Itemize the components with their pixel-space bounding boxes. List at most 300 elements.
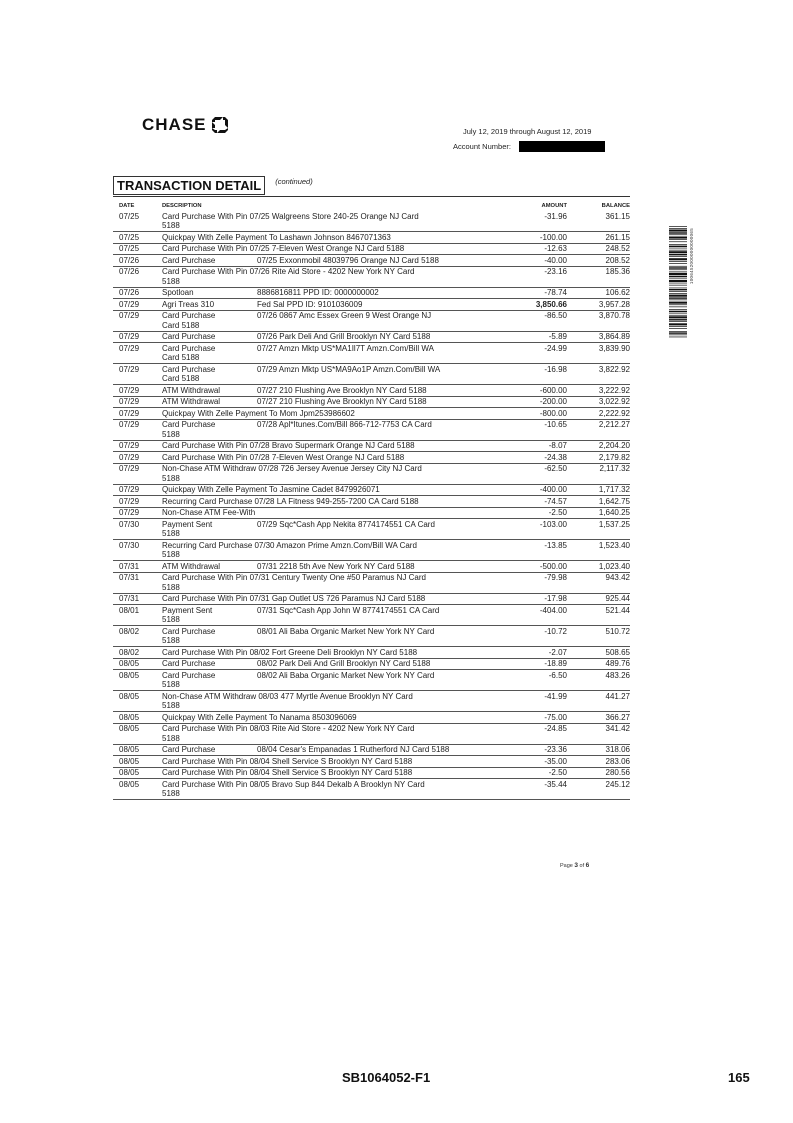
row-type: ATM Withdrawal [162,385,221,395]
row-description [162,508,496,518]
row-description [162,671,496,690]
row-amount: -16.98 [544,364,567,374]
row-description [162,420,496,439]
row-date: 07/31 [119,561,140,571]
table-row [113,267,630,288]
row-date: 07/26 [119,267,140,277]
row-balance: 3,864.89 [598,332,630,342]
row-detail: Card Purchase With Pin 07/26 Rite Aid Store - 4202 New York NY Card [162,267,415,277]
row-description [162,441,496,451]
row-balance: 1,523.40 [598,540,630,550]
row-description [162,724,496,743]
row-balance: 1,642.75 [598,496,630,506]
row-balance: 3,839.90 [598,343,630,353]
table-row [113,712,630,724]
row-amount: -600.00 [539,385,567,395]
section-title: TRANSACTION DETAIL [113,176,265,195]
row-detail: Card Purchase With Pin 08/05 Bravo Sup 844 Dekalb A Brooklyn NY Card [162,779,425,789]
barcode-bar [669,285,687,286]
barcode-bar [669,272,687,273]
table-row [113,779,630,800]
row-detail: Card Purchase With Pin 07/31 Gap Outlet US 726 Paramus NJ Card 5188 [162,594,426,604]
row-amount: -12.63 [544,244,567,254]
row-balance: 508.65 [605,647,630,657]
redacted-account-number [519,141,605,152]
row-detail: 07/25 Exxonmobil 48039796 Orange NJ Card 5188 [257,255,439,265]
row-amount: 3,850.66 [535,299,567,309]
row-amount: -13.85 [544,540,567,550]
row-amount: -2.50 [548,508,567,518]
row-description [162,745,496,755]
row-balance: 2,204.20 [598,441,630,451]
table-row [113,496,630,508]
row-amount: -75.00 [544,712,567,722]
row-date: 08/05 [119,691,140,701]
row-date: 08/02 [119,626,140,636]
table-row [113,211,630,232]
barcode-bar [669,228,687,229]
row-date: 07/29 [119,441,140,451]
row-date: 07/29 [119,364,140,374]
barcode-bar [669,335,687,336]
barcode-bar [669,267,687,268]
row-amount: -800.00 [539,408,567,418]
row-amount: -23.16 [544,267,567,277]
row-balance: 441.27 [605,691,630,701]
row-balance: 261.15 [605,232,630,242]
row-date: 07/29 [119,420,140,430]
row-balance: 1,537.25 [598,519,630,529]
table-row [113,244,630,256]
barcode-bar [669,328,687,329]
row-amount: -500.00 [539,561,567,571]
row-amount: -24.38 [544,452,567,462]
row-description [162,768,496,778]
row-balance: 361.15 [605,211,630,221]
barcode-bar [669,321,687,322]
row-type: Card Purchase [162,420,216,430]
row-amount: -8.07 [548,441,567,451]
row-detail: Non-Chase ATM Withdraw 07/28 726 Jersey Avenue Jersey City NJ Card [162,464,422,474]
header-amount: AMOUNT [541,203,567,210]
row-description [162,606,496,625]
table-row [113,745,630,757]
row-detail: Quickpay With Zelle Payment To Jasmine Cadet 8479926071 [162,485,380,495]
row-type: Card Purchase [162,659,216,669]
account-number [453,141,605,152]
row-type: Card Purchase [162,343,216,353]
header-description: DESCRIPTION [162,203,202,210]
row-description [162,300,496,310]
row-date: 08/05 [119,779,140,789]
row-date: 08/05 [119,768,140,778]
row-detail-continued: Card 5188 [162,374,200,384]
row-date: 07/29 [119,485,140,495]
barcode-bar [669,289,687,290]
table-row [113,573,630,594]
row-description [162,344,496,363]
row-balance: 106.62 [605,288,630,298]
continued-label: (continued) [275,177,313,186]
row-description [162,267,496,286]
row-amount: -31.96 [544,211,567,221]
row-detail: Card Purchase With Pin 08/04 Shell Service S Brooklyn NY Card 5188 [162,756,413,766]
row-balance: 2,212.27 [598,420,630,430]
account-label: Account Number: [453,142,511,151]
row-balance: 1,717.32 [598,485,630,495]
barcode-bar [669,295,687,297]
row-amount: -200.00 [539,397,567,407]
row-amount: -78.74 [544,288,567,298]
table-row [113,452,630,464]
row-date: 08/05 [119,756,140,766]
row-balance: 3,222.92 [598,385,630,395]
barcode-bar [669,251,687,253]
row-detail: Card Purchase With Pin 07/25 Walgreens Store 240-25 Orange NJ Card [162,211,419,221]
row-detail-continued: 5188 [162,221,180,231]
table-row [113,724,630,745]
row-detail: Card Purchase With Pin 08/02 Fort Greene Deli Brooklyn NY Card 5188 [162,647,418,657]
barcode-bar [669,315,687,316]
row-amount: -10.72 [544,626,567,636]
row-detail: Card Purchase With Pin 07/28 7-Eleven West Orange NJ Card 5188 [162,452,405,462]
row-detail: 08/02 Park Deli And Grill Brooklyn NY Card 5188 [257,659,431,669]
row-balance: 3,870.78 [598,311,630,321]
row-detail-continued: Card 5188 [162,353,200,363]
row-balance: 248.52 [605,244,630,254]
row-detail: Non-Chase ATM Fee-With [162,508,256,518]
row-balance: 1,640.25 [598,508,630,518]
row-description [162,780,496,799]
table-row [113,768,630,780]
row-type: Card Purchase [162,364,216,374]
row-detail: 07/26 0867 Amc Essex Green 9 West Orange NJ [257,311,432,321]
barcode-bar [669,241,687,242]
row-detail-continued: Card 5188 [162,320,200,330]
row-date: 07/25 [119,232,140,242]
row-balance: 2,117.32 [599,464,630,474]
row-balance: 245.12 [605,779,630,789]
row-amount: -17.98 [544,594,567,604]
row-date: 08/05 [119,659,140,669]
row-detail: 07/27 Amzn Mktp US*MA1Il7T Amzn.Com/Bill WA [257,343,434,353]
row-date: 07/30 [119,519,140,529]
row-amount: -404.00 [539,605,567,615]
table-row [113,311,630,332]
chase-logo [142,115,228,135]
row-date: 07/29 [119,452,140,462]
row-detail: 08/01 Ali Baba Organic Market New York NY Card [257,626,435,636]
row-date: 07/31 [119,594,140,604]
row-detail: 07/31 2218 5th Ave New York NY Card 5188 [257,561,415,571]
table-row [113,561,630,573]
row-date: 07/29 [119,299,140,309]
table-row [113,659,630,671]
barcode-number: 10064520000000000065 [689,228,694,285]
row-description [162,627,496,646]
barcode-bar [669,293,687,294]
table-row [113,670,630,691]
row-description [162,562,496,572]
statement-period: July 12, 2019 through August 12, 2019 [463,127,592,136]
row-amount: -5.89 [548,332,567,342]
row-date: 07/29 [119,464,140,474]
row-type: Agri Treas 310 [162,299,215,309]
row-description [162,541,496,560]
table-row [113,594,630,606]
barcode-bar [669,266,687,267]
row-amount: -6.50 [548,670,567,680]
row-date: 07/31 [119,573,140,583]
row-detail: Card Purchase With Pin 08/03 Rite Aid Store - 4202 New York NY Card [162,724,415,734]
table-row [113,255,630,267]
table-row [113,508,630,520]
row-detail-continued: 5188 [162,550,180,560]
row-balance: 283.06 [605,756,630,766]
row-detail-continued: 5188 [162,733,180,743]
row-detail: Card Purchase With Pin 07/31 Century Twenty One #50 Paramus NJ Card [162,573,426,583]
row-date: 07/29 [119,385,140,395]
table-row [113,332,630,344]
row-detail: 08/04 Cesar's Empanadas 1 Rutherford NJ Card 5188 [257,745,450,755]
row-description [162,497,496,507]
row-description [162,233,496,243]
row-amount: -74.57 [544,496,567,506]
row-detail: 07/29 Amzn Mktp US*MA9Ao1P Amzn.Com/Bill WA [257,364,441,374]
barcode-bar [669,237,687,239]
row-balance: 366.27 [605,712,630,722]
row-description [162,332,496,342]
row-amount: -24.85 [544,724,567,734]
row-type: Card Purchase [162,745,216,755]
row-detail: 07/28 Apl*Itunes.Com/Bill 866-712-7753 CA Card [257,420,432,430]
barcode-bar [669,309,687,310]
barcode-bar [669,319,687,320]
row-amount: -35.44 [544,779,567,789]
row-detail: Recurring Card Purchase 07/28 LA Fitness 949-255-7200 CA Card 5188 [162,496,419,506]
row-amount: -10.65 [544,420,567,430]
barcode-bar [669,323,687,325]
row-detail: 8886816811 PPD ID: 0000000002 [257,288,379,298]
bank-name: CHASE [142,115,207,134]
barcode-bar [669,232,687,233]
row-description [162,573,496,592]
header-date: DATE [119,203,135,210]
barcode-bar [669,313,687,314]
row-description [162,212,496,231]
row-detail: 07/26 Park Deli And Grill Brooklyn NY Card 5188 [257,332,431,342]
barcode-bar [669,273,687,275]
row-detail: Fed Sal PPD ID: 9101036009 [257,299,363,309]
row-amount: -86.50 [544,311,567,321]
row-amount: -23.36 [544,745,567,755]
table-row [113,756,630,768]
row-amount: -18.89 [544,659,567,669]
row-balance: 3,957.28 [598,299,630,309]
row-date: 07/26 [119,255,140,265]
barcode-bar [669,258,687,260]
table-row [113,605,630,626]
barcode-bar [669,326,687,327]
barcode-bar [669,276,687,277]
table-row [113,420,630,441]
row-balance: 185.36 [605,267,630,277]
row-balance: 1,023.40 [598,561,630,571]
table-row [113,232,630,244]
row-detail: Card Purchase With Pin 08/04 Shell Service S Brooklyn NY Card 5188 [162,768,413,778]
row-date: 07/25 [119,211,140,221]
transaction-detail-section [113,176,630,800]
row-amount: -62.50 [544,464,567,474]
row-type: Spotloan [162,288,194,298]
row-description [162,397,496,407]
row-type: Card Purchase [162,626,216,636]
row-balance: 2,179.82 [598,452,630,462]
barcode-bar [669,316,687,318]
table-row [113,647,630,659]
table-row [113,626,630,647]
row-detail: 07/29 Sqc*Cash App Nekita 8774174551 CA Card [257,519,435,529]
row-detail: 07/27 210 Flushing Ave Brooklyn NY Card 5188 [257,385,427,395]
row-description [162,311,496,330]
row-balance: 2,222.92 [598,408,630,418]
row-date: 07/29 [119,496,140,506]
row-description [162,520,496,539]
row-description [162,256,496,266]
row-type: Card Purchase [162,332,216,342]
row-detail: Recurring Card Purchase 07/30 Amazon Prime Amzn.Com/Bill WA Card [162,540,417,550]
row-balance: 510.72 [605,626,630,636]
row-description [162,692,496,711]
table-row [113,385,630,397]
row-description [162,757,496,767]
row-date: 08/05 [119,712,140,722]
title-rule [113,196,630,197]
row-amount: -40.00 [544,255,567,265]
row-date: 08/05 [119,670,140,680]
row-description [162,365,496,384]
barcode-bar [669,331,687,332]
barcode-image [669,226,687,338]
row-date: 08/05 [119,745,140,755]
barcode-bar [669,239,687,240]
chase-octagon-icon [212,117,228,133]
row-amount: -24.99 [544,343,567,353]
row-type: ATM Withdrawal [162,397,221,407]
barcode-bar [669,307,687,308]
row-balance: 341.42 [605,724,630,734]
table-header [113,203,630,211]
row-type: Payment Sent [162,519,213,529]
barcode-bar [669,269,687,270]
row-detail-continued: 5188 [162,636,180,646]
row-description [162,659,496,669]
barcode-bar [669,278,687,279]
barcode-bar [669,332,687,333]
row-description [162,485,496,495]
row-detail-continued: 5188 [162,473,180,483]
table-row [113,485,630,497]
row-detail-continued: 5188 [162,615,180,625]
barcode-bar [669,261,687,262]
row-detail: Non-Chase ATM Withdraw 08/03 477 Myrtle Avenue Brooklyn NY Card [162,691,413,701]
table-row [113,408,630,420]
row-detail-continued: 5188 [162,789,180,799]
barcode-bar [669,302,687,304]
row-amount: -2.50 [548,768,567,778]
row-date: 07/29 [119,508,140,518]
barcode-bar [669,263,687,264]
table-row [113,441,630,453]
table-row [113,364,630,385]
row-detail: Card Purchase With Pin 07/25 7-Eleven West Orange NJ Card 5188 [162,244,405,254]
row-detail: Quickpay With Zelle Payment To Nanama 8503096069 [162,712,357,722]
row-detail-continued: 5188 [162,276,180,286]
barcode-bar [669,280,687,282]
page-number: Page 3 of 6 [560,862,590,869]
table-row [113,299,630,311]
barcode-bar [669,248,687,249]
table-row [113,691,630,712]
row-amount: -400.00 [539,485,567,495]
row-detail-continued: 5188 [162,429,180,439]
barcode-bar [669,283,687,284]
row-date: 07/29 [119,311,140,321]
row-balance: 925.44 [605,594,630,604]
row-balance: 3,022.92 [598,397,630,407]
row-detail: Card Purchase With Pin 07/28 Bravo Supermark Orange NJ Card 5188 [162,441,415,451]
row-date: 07/25 [119,244,140,254]
row-type: Card Purchase [162,255,216,265]
barcode-bar [669,256,687,257]
row-detail: 07/31 Sqc*Cash App John W 8774174551 CA Card [257,605,440,615]
row-amount: -103.00 [539,519,567,529]
row-balance: 483.26 [605,670,630,680]
row-description [162,386,496,396]
barcode-bar [669,246,687,247]
row-balance: 521.44 [605,605,630,615]
document-id: SB1064052-F1 [342,1070,431,1085]
row-date: 07/29 [119,332,140,342]
row-type: Card Purchase [162,670,216,680]
row-balance: 318.06 [605,745,630,755]
table-row [113,288,630,300]
row-amount: -2.07 [548,647,567,657]
barcode-bar [669,297,687,298]
header-balance: BALANCE [601,203,630,210]
barcode-bar [669,291,687,292]
row-detail-continued: 5188 [162,680,180,690]
row-description [162,464,496,483]
row-date: 07/30 [119,540,140,550]
row-description [162,409,496,419]
row-detail: Quickpay With Zelle Payment To Mom Jpm253986602 [162,408,355,418]
row-date: 08/02 [119,647,140,657]
barcode-bar [669,244,687,245]
row-description [162,594,496,604]
row-description [162,244,496,254]
row-description [162,288,496,298]
row-amount: -35.00 [544,756,567,766]
row-type: Card Purchase [162,311,216,321]
row-detail-continued: 5188 [162,582,180,592]
barcode-bar [669,254,687,255]
row-amount: -100.00 [539,232,567,242]
table-row [113,397,630,409]
barcode-bar [669,226,687,227]
row-type: ATM Withdrawal [162,561,221,571]
row-detail: 07/27 210 Flushing Ave Brooklyn NY Card 5188 [257,397,427,407]
